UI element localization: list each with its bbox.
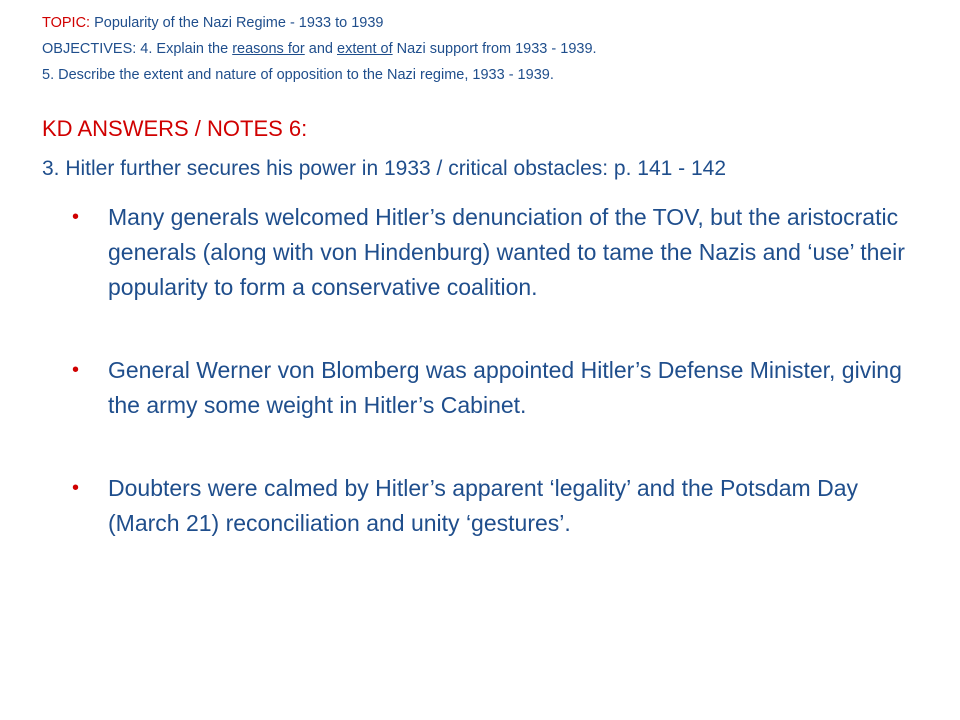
kd-notes-title: KD ANSWERS / NOTES 6: [42,116,308,141]
bullet-item [72,353,932,423]
objectives-line [42,36,942,62]
bullet-dot-icon: • [72,477,80,499]
topic-line [42,10,942,36]
topic-text: Popularity of the Nazi Regime - 1933 to 1939 [90,15,384,31]
objectives-mid: and [304,41,337,57]
bullet-list [72,200,932,589]
objective-5-line: 5. Describe the extent and nature of opposition to the Nazi regime, 1933 - 1939. [42,67,554,83]
bullet-text: Many generals welcomed Hitler’s denunciation of the TOV, but the aristocratic generals (along with von Hindenburg) wanted to tame the Nazis and ‘use’ their popularity to form a conservative coalition. [108,204,905,300]
bullet-text: Doubters were calmed by Hitler’s apparent ‘legality’ and the Potsdam Day (March 21) reconciliation and unity ‘gestures’. [108,475,859,536]
bullet-dot-icon: • [72,206,80,228]
slide-header [42,10,942,88]
bullet-item [72,471,932,541]
objectives-prefix: OBJECTIVES: 4. Explain the [42,41,233,57]
bullet-dot-icon: • [72,359,80,381]
objectives-underlined-extent: extent of [337,41,393,57]
section-title: 3. Hitler further secures his power in 1933 / critical obstacles: p. 141 - 142 [42,157,726,180]
topic-label: TOPIC: [42,15,91,31]
bullet-text: General Werner von Blomberg was appointed Hitler’s Defense Minister, giving the army some weight in Hitler’s Cabinet. [108,357,902,418]
objectives-underlined-reasons: reasons for [232,41,305,57]
objectives-suffix: Nazi support from 1933 - 1939. [392,41,597,57]
bullet-item [72,200,932,305]
